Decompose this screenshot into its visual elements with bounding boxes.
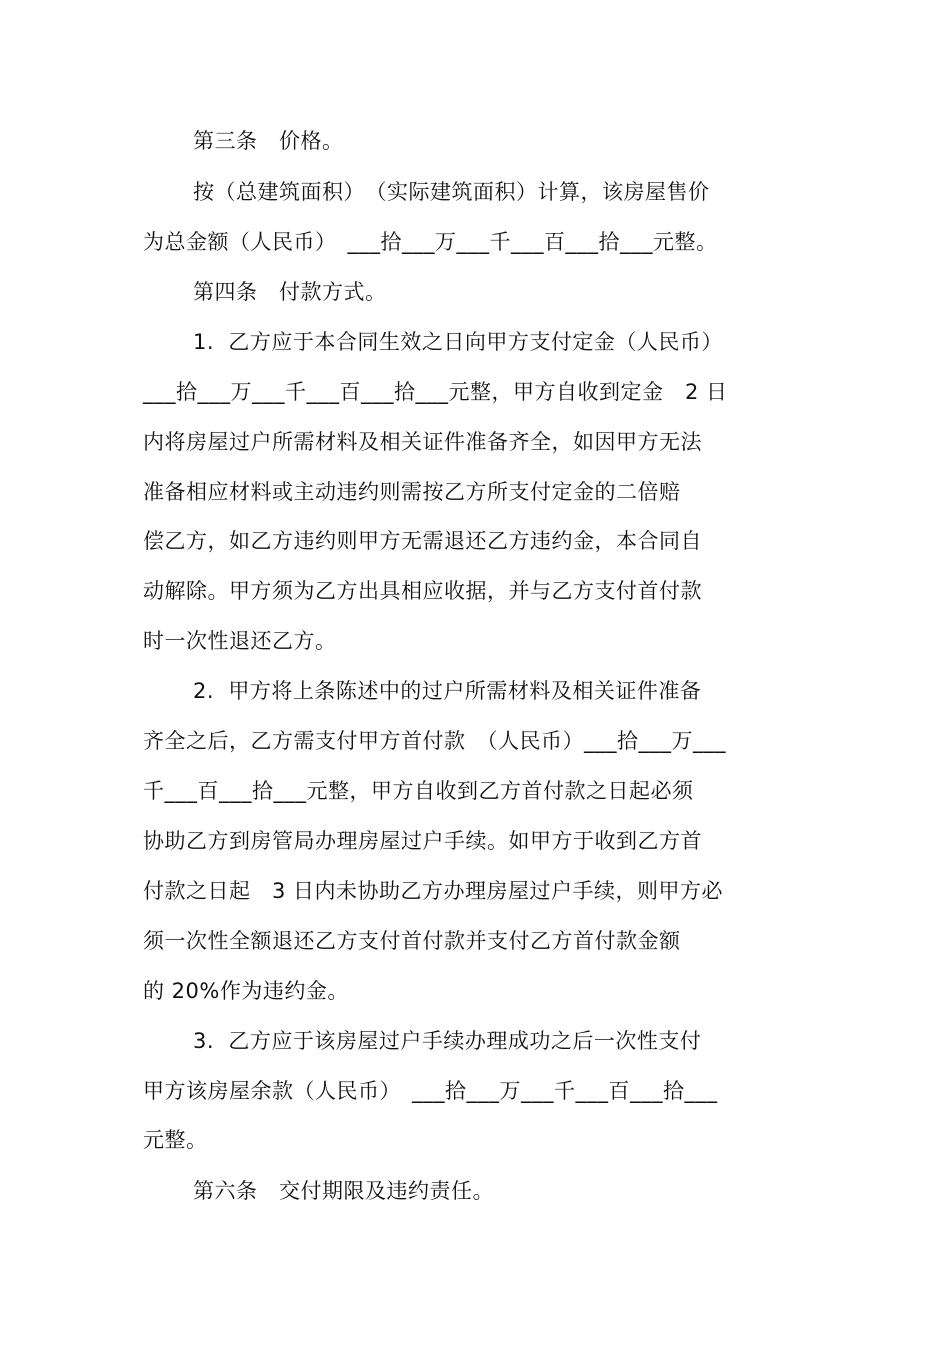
article-6-heading: 第六条 交付期限及违约责任。 <box>193 1179 494 1203</box>
clause-1-text: ___拾___万___千___百___拾___元整，甲方自收到定金 2 日 <box>143 380 728 404</box>
clause-2-text: 协助乙方到房管局办理房屋过户手续。如甲方于收到乙方首 <box>143 829 702 853</box>
article-3-heading: 第三条 价格。 <box>193 129 344 153</box>
clause-3-text: 元整。 <box>143 1128 208 1152</box>
clause-3-text: 甲方该房屋余款（人民币） ___拾___万___千___百___拾___ <box>143 1079 718 1103</box>
clause-1-text: 时一次性退还乙方。 <box>143 629 337 653</box>
clause-1-text: 动解除。甲方须为乙方出具相应收据，并与乙方支付首付款 <box>143 579 702 603</box>
clause-2-text: 2. 甲方将上条陈述中的过户所需材料及相关证件准备 <box>193 679 702 703</box>
clause-2-text: 齐全之后，乙方需支付甲方首付款 （人民币）___拾___万___ <box>143 729 726 753</box>
clause-3-text: 3. 乙方应于该房屋过户手续办理成功之后一次性支付 <box>193 1029 702 1053</box>
article-3-text: 按（总建筑面积） （实际建筑面积）计算，该房屋售价 <box>193 180 710 204</box>
clause-2-text: 的 20%作为违约金。 <box>143 979 349 1003</box>
clause-1-text: 准备相应材料或主动违约则需按乙方所支付定金的二倍赔 <box>143 480 681 504</box>
article-3-text: 为总金额（人民币） ___拾___万___千___百___拾___元整。 <box>143 230 718 254</box>
clause-1-text: 内将房屋过户所需材料及相关证件准备齐全，如因甲方无法 <box>143 430 702 454</box>
clause-2-text: 千___百___拾___元整，甲方自收到乙方首付款之日起必须 <box>143 779 694 803</box>
clause-2-text: 付款之日起 3 日内未协助乙方办理房屋过户手续，则甲方必 <box>143 879 724 903</box>
clause-1-text: 1. 乙方应于本合同生效之日向甲方支付定金（人民币） <box>193 330 723 354</box>
clause-1-text: 偿乙方，如乙方违约则甲方无需退还乙方违约金，本合同自 <box>143 529 702 553</box>
clause-2-text: 须一次性全额退还乙方支付首付款并支付乙方首付款金额 <box>143 929 681 953</box>
article-4-heading: 第四条 付款方式。 <box>193 280 387 304</box>
